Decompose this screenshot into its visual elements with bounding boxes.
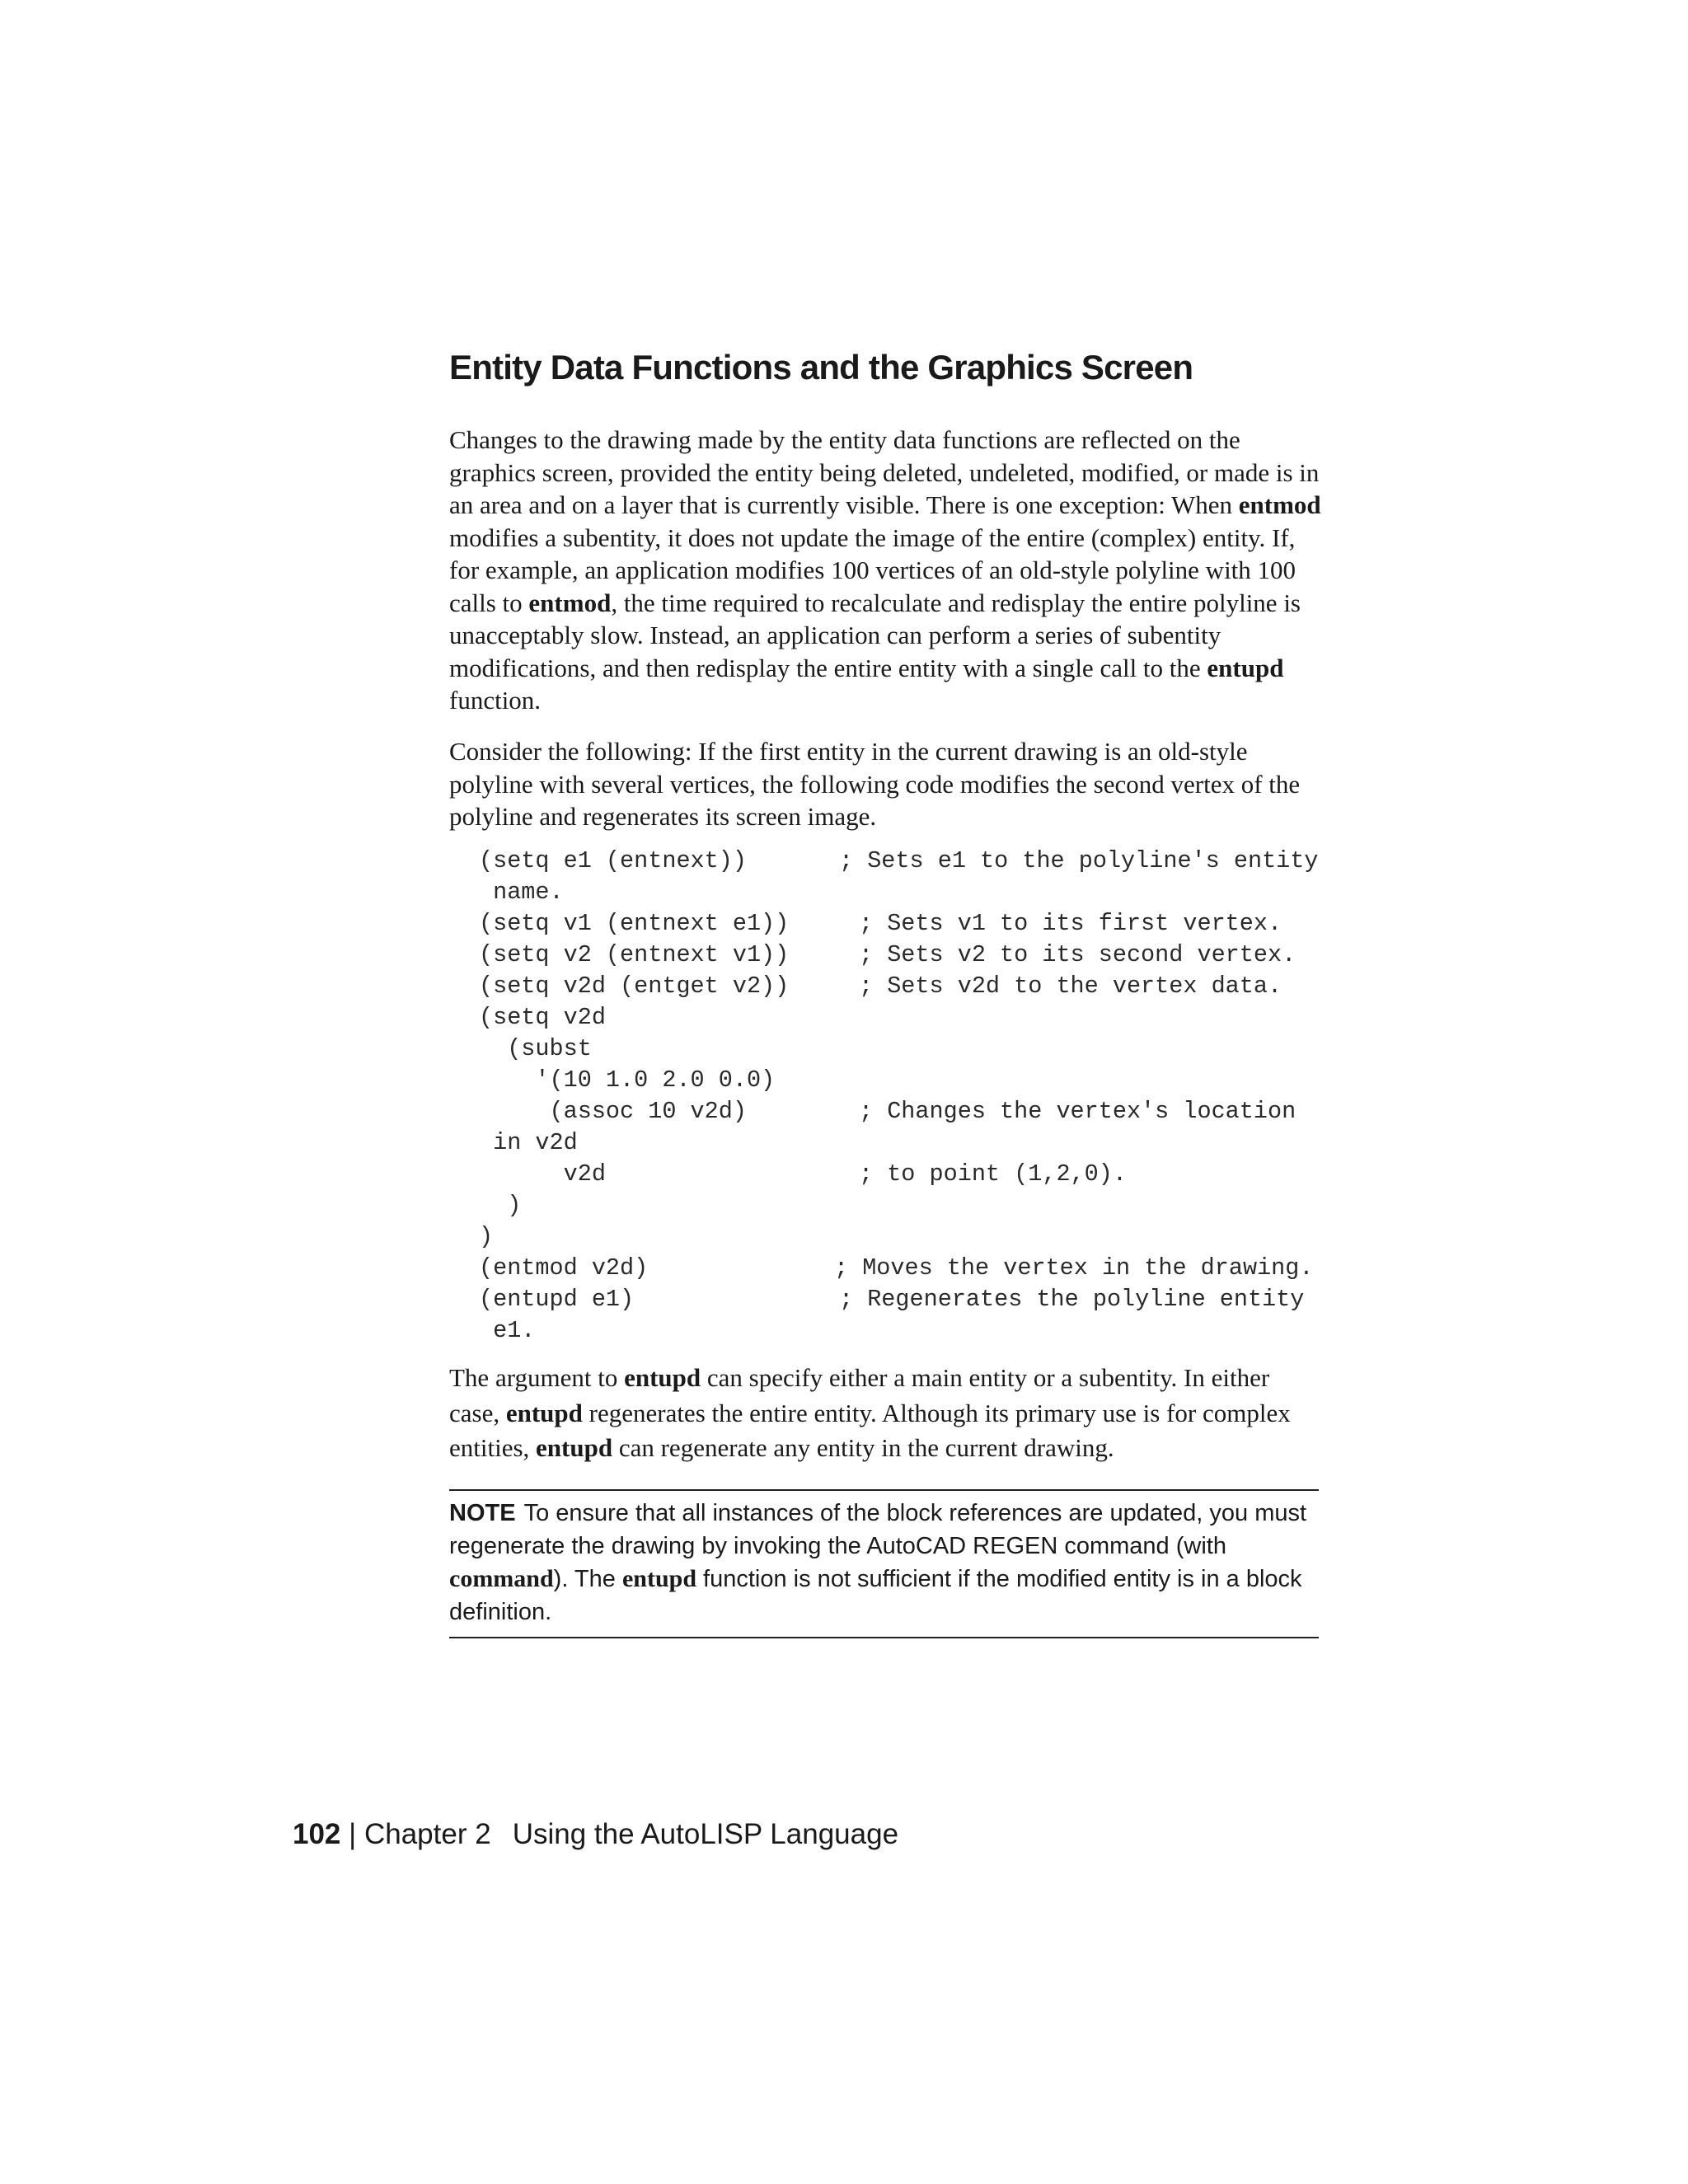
function-name-entupd: entupd xyxy=(624,1363,701,1392)
intro-paragraph xyxy=(449,424,1323,717)
code-statement: (setq v2d xyxy=(479,1004,606,1031)
intro-text-1: Changes to the drawing made by the entity data functions are reflected on the graphics screen, provided the entity being deleted, undeleted, modified, or made is in an area and on a layer that is currently visible. There is one exception: When xyxy=(449,425,1320,519)
code-line xyxy=(479,1096,1328,1127)
argument-text-4: can regenerate any entity in the current drawing. xyxy=(612,1433,1114,1462)
argument-text-3: regenerates the entire entity. Although its primary use is for complex entities, xyxy=(449,1398,1291,1462)
code-line xyxy=(479,1284,1328,1315)
code-statement: (setq v2d (entget v2)) xyxy=(479,972,790,1000)
code-statement: (setq v1 (entnext e1)) xyxy=(479,910,790,937)
code-line xyxy=(479,1033,1328,1065)
code-statement: e1. xyxy=(479,1317,536,1344)
code-statement: (subst xyxy=(479,1035,592,1062)
chapter-title: Using the AutoLISP Language xyxy=(512,1818,899,1850)
code-statement: (assoc 10 v2d) xyxy=(479,1098,747,1125)
code-line xyxy=(479,908,1328,940)
code-statement: (entupd e1) xyxy=(479,1286,635,1313)
code-statement: name. xyxy=(479,879,564,906)
code-statement: ) xyxy=(479,1192,522,1219)
code-line xyxy=(479,846,1328,877)
footer-separator: | xyxy=(349,1818,357,1850)
argument-text-2: can specify either a main entity or a subentity. In either case, xyxy=(449,1363,1270,1427)
note-label: NOTE xyxy=(449,1500,516,1526)
function-name-command: command xyxy=(449,1565,554,1592)
code-line xyxy=(479,940,1328,971)
code-statement: (entmod v2d) xyxy=(479,1254,649,1282)
code-comment: ; Sets v2 to its second vertex. xyxy=(859,941,1296,968)
function-name-entupd: entupd xyxy=(536,1433,613,1462)
code-comment: ; Moves the vertex in the drawing. xyxy=(834,1254,1314,1282)
intro-text-3: , the time required to recalculate and redisplay the entire polyline is unacceptably slow. Instead, an application can perform a series of subentity modifications, and then redisplay the entire entity with a single call to the xyxy=(449,588,1301,682)
code-statement: ) xyxy=(479,1223,494,1250)
code-statement: in v2d xyxy=(479,1129,578,1156)
code-statement: '(10 1.0 2.0 0.0) xyxy=(479,1066,776,1094)
note-text-1: To ensure that all instances of the block references are updated, you must regenerate the drawing by invoking the AutoCAD REGEN command (with xyxy=(449,1500,1307,1559)
code-comment: ; Changes the vertex's location xyxy=(859,1098,1296,1125)
code-line xyxy=(479,1127,1328,1159)
code-comment: ; Sets v1 to its first vertex. xyxy=(859,910,1282,937)
code-comment: ; Sets e1 to the polyline's entity xyxy=(839,847,1319,874)
function-name-entupd: entupd xyxy=(621,1565,696,1592)
code-example xyxy=(479,846,1328,1347)
page-footer xyxy=(293,1815,898,1854)
code-line xyxy=(479,971,1328,1002)
code-line xyxy=(479,1190,1328,1221)
function-name-entupd: entupd xyxy=(1207,653,1284,682)
function-name-entmod: entmod xyxy=(1238,490,1321,519)
function-name-entmod: entmod xyxy=(528,588,612,617)
code-line xyxy=(479,1159,1328,1190)
code-statement: (setq e1 (entnext)) xyxy=(479,847,747,874)
example-intro-paragraph: Consider the following: If the first entity in the current drawing is an old-style polyline with several vertices, the following code modifies the second vertex of the polyline and regenerates its screen image. xyxy=(449,737,1301,831)
code-line xyxy=(479,1065,1328,1096)
code-line xyxy=(479,877,1328,908)
chapter-label: Chapter 2 xyxy=(363,1818,491,1850)
code-line xyxy=(479,1002,1328,1033)
intro-text-4: function. xyxy=(449,686,542,715)
page-number: 102 xyxy=(293,1818,341,1850)
note-text-2: ). The xyxy=(553,1566,622,1592)
code-comment: ; to point (1,2,0). xyxy=(859,1160,1127,1188)
function-name-entupd: entupd xyxy=(505,1398,583,1427)
intro-text-2: modifies a subentity, it does not update the image of the entire (complex) entity. If, for example, an application modifies 100 vertices of an old-style polyline with 100 calls to xyxy=(449,523,1296,617)
code-line xyxy=(479,1315,1328,1347)
argument-text-1: The argument to xyxy=(449,1363,625,1392)
note-box xyxy=(449,1489,1319,1638)
section-heading: Entity Data Functions and the Graphics Screen xyxy=(449,348,1193,387)
code-comment: ; Regenerates the polyline entity xyxy=(839,1286,1305,1313)
code-statement: v2d xyxy=(479,1160,606,1188)
argument-paragraph xyxy=(449,1361,1323,1466)
code-comment: ; Sets v2d to the vertex data. xyxy=(859,972,1282,1000)
code-line xyxy=(479,1253,1328,1284)
code-statement: (setq v2 (entnext v1)) xyxy=(479,941,790,968)
note-text-3: function is not sufficient if the modified entity is in a block definition. xyxy=(449,1566,1302,1625)
code-line xyxy=(479,1221,1328,1253)
